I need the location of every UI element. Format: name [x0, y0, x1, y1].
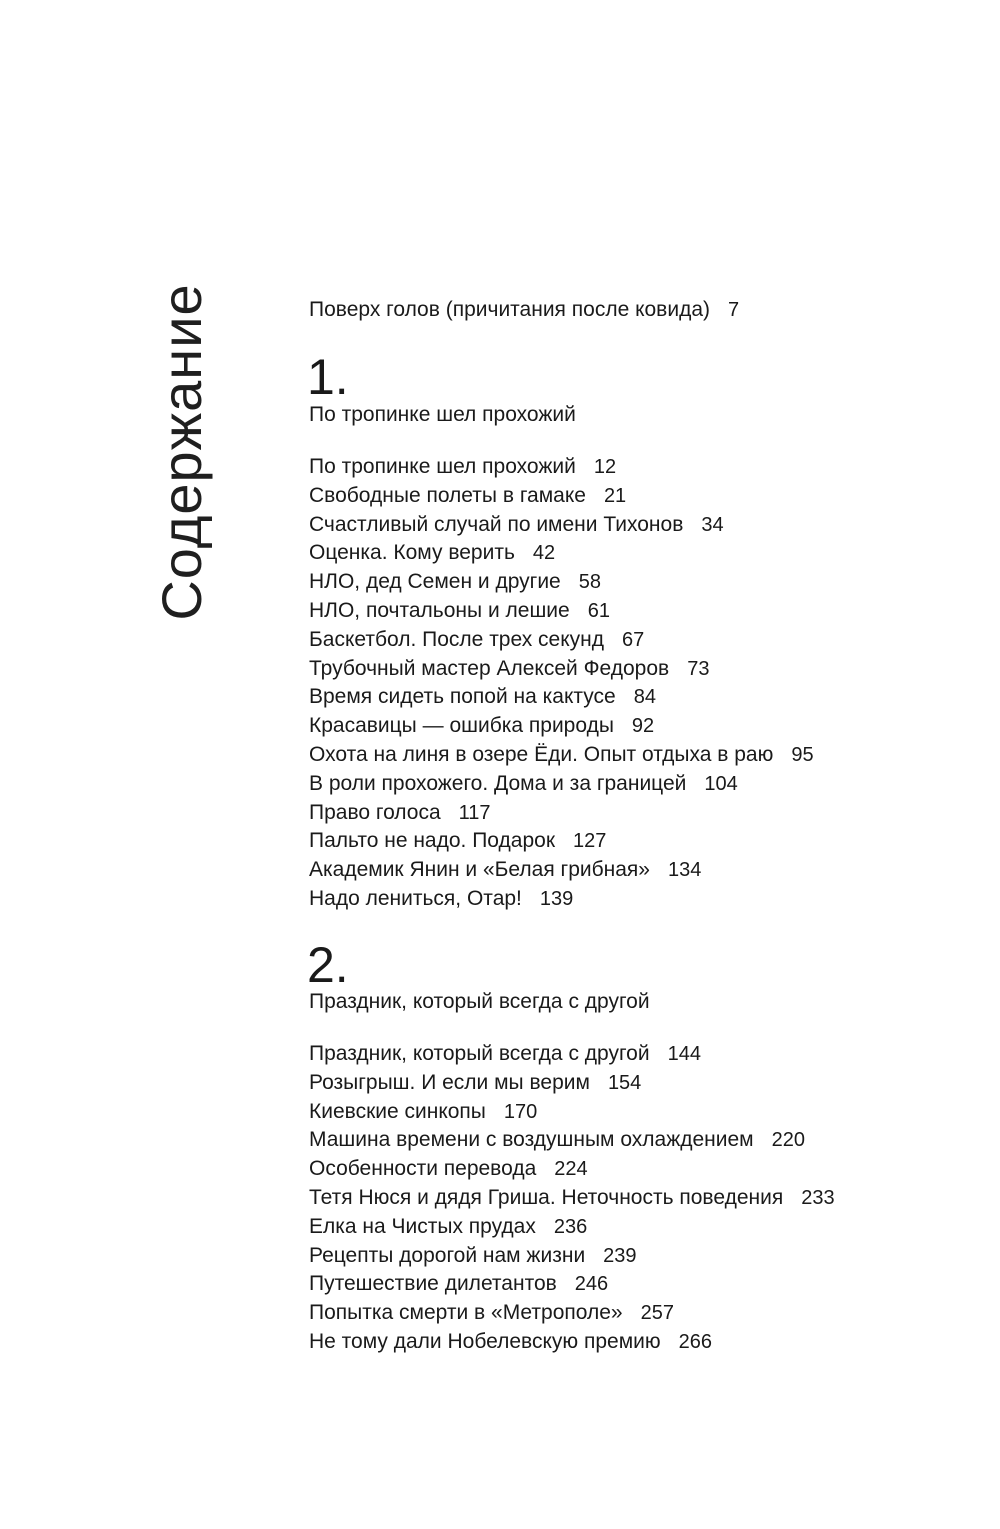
toc-entry[interactable]: [309, 655, 814, 684]
entry-title: Надо лениться, Отар!: [309, 886, 522, 910]
toc-entry[interactable]: [309, 770, 814, 799]
entry-title: Счастливый случай по имени Тихонов: [309, 512, 684, 536]
entry-page-number: 58: [578, 571, 601, 594]
entry-page-number: 127: [573, 830, 607, 853]
toc-entry[interactable]: [309, 741, 814, 770]
entry-title: Праздник, который всегда с другой: [309, 1042, 650, 1065]
contents-heading: Содержание: [150, 283, 213, 621]
toc-entry[interactable]: [309, 453, 814, 482]
entry-title: НЛО, дед Семен и другие: [309, 570, 561, 594]
toc-entry[interactable]: [309, 568, 814, 597]
entry-page-number: 220: [771, 1129, 805, 1152]
entry-title: Охота на линя в озере Ёди. Опыт отдыха в раю: [309, 742, 774, 766]
entry-title: Время сидеть попой на кактусе: [309, 685, 616, 709]
entry-page-number: 104: [704, 772, 738, 795]
entry-page-number: 134: [667, 859, 702, 882]
toc-entry[interactable]: [309, 683, 814, 712]
toc-entry[interactable]: [309, 482, 814, 511]
part-2-entries: [309, 1040, 835, 1357]
entry-title: Поверх голов (причитания после ковида): [309, 298, 710, 321]
entry-title: Елка на Чистых прудах: [309, 1214, 536, 1238]
entry-page-number: 92: [631, 715, 655, 738]
entry-page-number: 34: [701, 513, 724, 536]
entry-title: По тропинке шел прохожий: [309, 455, 576, 478]
toc-entry[interactable]: [309, 712, 814, 741]
entry-title: Право голоса: [309, 800, 441, 824]
entry-page-number: 144: [667, 1043, 701, 1065]
entry-title: Академик Янин и «Белая грибная»: [309, 858, 650, 882]
part-2-number: 2.: [307, 937, 349, 993]
entry-page-number: 233: [801, 1186, 835, 1209]
toc-entry[interactable]: [309, 1270, 835, 1299]
toc-entry[interactable]: [309, 856, 814, 885]
entry-page-number: 61: [587, 599, 610, 622]
toc-entry[interactable]: [309, 1242, 835, 1271]
toc-entry[interactable]: [309, 1098, 835, 1127]
toc-entry[interactable]: [309, 1328, 835, 1357]
entry-page-number: 154: [607, 1071, 642, 1094]
toc-entry[interactable]: [309, 1126, 835, 1155]
toc-entry[interactable]: [309, 827, 814, 856]
entry-page-number: 21: [603, 484, 627, 507]
entry-page-number: 7: [728, 299, 740, 321]
part-1-title: По тропинке шел прохожий: [309, 403, 576, 426]
part-2-title: Праздник, который всегда с другой: [309, 990, 650, 1013]
entry-page-number: 266: [678, 1330, 713, 1353]
entry-title: Особенности перевода: [309, 1157, 537, 1181]
entry-page-number: 246: [574, 1273, 609, 1296]
entry-title: Путешествие дилетантов: [309, 1272, 557, 1296]
entry-title: Киевские синкопы: [309, 1099, 486, 1123]
toc-entry[interactable]: [309, 1213, 835, 1242]
entry-page-number: 170: [503, 1100, 538, 1123]
toc-entry[interactable]: [309, 1299, 835, 1328]
entry-page-number: 73: [687, 657, 710, 680]
entry-title: Оценка. Кому верить: [309, 541, 515, 565]
entry-page-number: 139: [539, 887, 574, 910]
toc-entry[interactable]: [309, 1040, 835, 1069]
toc-entry[interactable]: [309, 597, 814, 626]
entry-title: Пальто не надо. Подарок: [309, 829, 556, 853]
entry-page-number: 224: [554, 1158, 588, 1181]
entry-page-number: 117: [458, 801, 491, 824]
toc-entry[interactable]: [309, 1184, 835, 1213]
toc-entry[interactable]: [309, 1155, 835, 1184]
entry-title: В роли прохожего. Дома и за границей: [309, 771, 687, 795]
toc-entry[interactable]: [309, 626, 814, 655]
entry-page-number: 236: [553, 1215, 588, 1238]
toc-entry[interactable]: [309, 511, 814, 540]
part-1-number: 1.: [307, 349, 349, 405]
entry-title: Рецепты дорогой нам жизни: [309, 1243, 586, 1267]
entry-title: Машина времени с воздушным охлаждением: [309, 1128, 754, 1152]
entry-page-number: 239: [603, 1244, 637, 1267]
entry-title: Розыгрыш. И если мы верим: [309, 1070, 590, 1094]
toc-entry[interactable]: [309, 885, 814, 914]
entry-page-number: 42: [532, 542, 556, 565]
part-1-entries: [309, 453, 814, 914]
toc-entry-intro[interactable]: [309, 296, 739, 325]
entry-page-number: 84: [633, 686, 656, 709]
entry-page-number: 257: [640, 1302, 674, 1325]
entry-page-number: 12: [593, 456, 617, 478]
entry-page-number: 67: [622, 628, 645, 651]
toc-entry[interactable]: [309, 539, 814, 568]
entry-page-number: 95: [791, 743, 814, 766]
toc-entry[interactable]: [309, 1069, 835, 1098]
entry-title: Красавицы — ошибка природы: [309, 714, 614, 738]
entry-title: НЛО, почтальоны и лешие: [309, 598, 570, 622]
entry-title: Не тому дали Нобелевскую премию: [309, 1329, 661, 1353]
entry-title: Баскетбол. После трех секунд: [309, 627, 604, 651]
toc-entry[interactable]: [309, 799, 814, 828]
entry-title: Попытка смерти в «Метрополе»: [309, 1301, 623, 1325]
entry-title: Свободные полеты в гамаке: [309, 483, 586, 507]
entry-title: Трубочный мастер Алексей Федоров: [309, 656, 670, 680]
entry-title: Тетя Нюся и дядя Гриша. Неточность поведения: [309, 1185, 784, 1209]
